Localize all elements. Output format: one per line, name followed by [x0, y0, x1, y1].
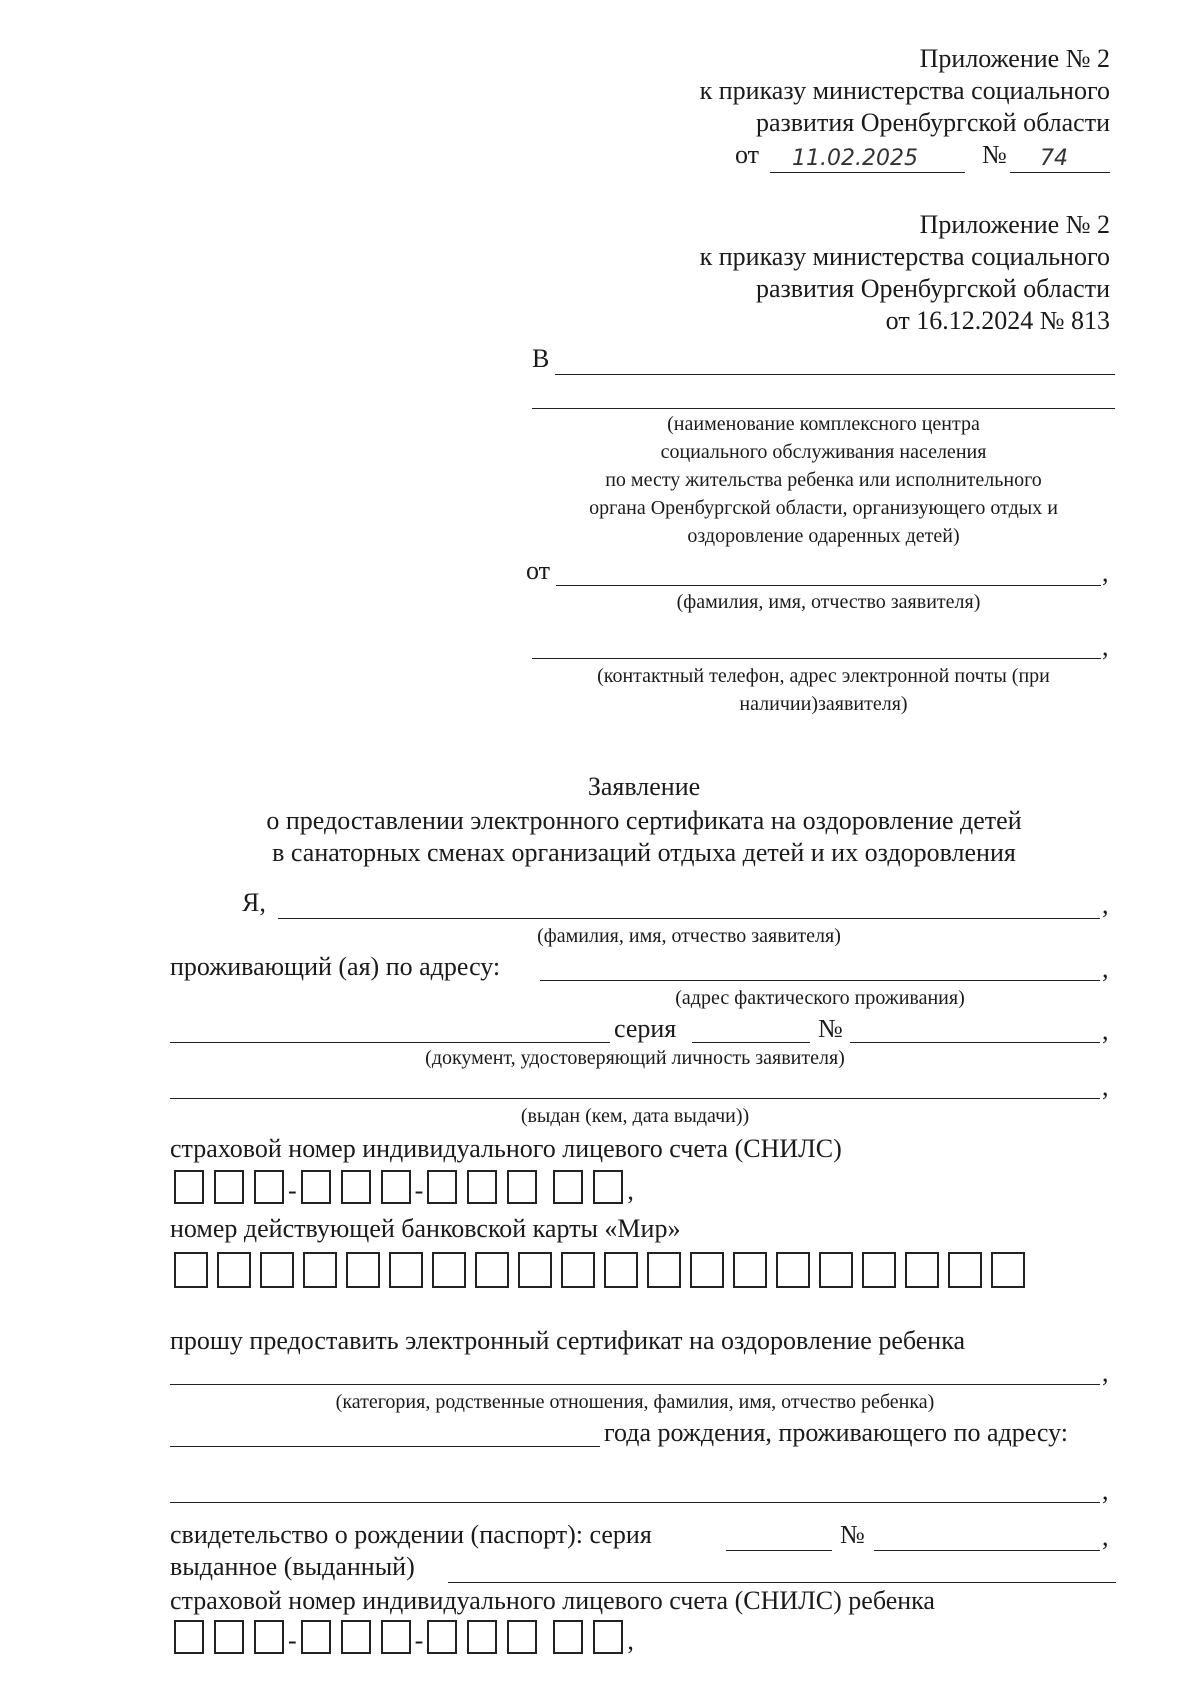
contact-hint-2: наличии)заявителя) [739, 693, 908, 715]
snils-digit-box[interactable] [254, 1170, 284, 1204]
comma: , [1102, 954, 1109, 983]
card-number-boxes [174, 1252, 1034, 1288]
residing-label: проживающий (ая) по адресу: [170, 952, 501, 981]
snils-digit-box[interactable] [593, 1170, 623, 1204]
fio-hint: (фамилия, имя, отчество заявителя) [537, 925, 841, 947]
card-digit-box[interactable] [432, 1252, 466, 1288]
appendix-order-line-2: к приказу министерства социального [699, 242, 1110, 271]
separator-dash: - [414, 1176, 424, 1205]
card-digit-box[interactable] [303, 1252, 337, 1288]
child-snils-boxes [174, 1620, 634, 1654]
i-label: Я, [242, 888, 266, 917]
center-hint-4: органа Оренбургской области, организующего отдых и [589, 497, 1058, 519]
contact-field[interactable] [532, 658, 1101, 659]
birth-year-label: года рождения, проживающего по адресу: [604, 1418, 1068, 1447]
request-label: прошу предоставить электронный сертификат на оздоровление ребенка [170, 1326, 965, 1355]
addressee-to-label: В [532, 344, 550, 373]
card-digit-box[interactable] [604, 1252, 638, 1288]
birth-cert-label: свидетельство о рождении (паспорт): серия [170, 1520, 652, 1549]
child-info-field[interactable] [170, 1384, 1100, 1385]
snils-digit-box[interactable] [174, 1170, 204, 1204]
child-snils-digit-box[interactable] [301, 1620, 331, 1654]
snils-digit-box[interactable] [427, 1170, 457, 1204]
child-snils-digit-box[interactable] [341, 1620, 371, 1654]
snils-boxes [174, 1170, 634, 1204]
address-hint: (адрес фактического проживания) [675, 987, 965, 1009]
child-address-field[interactable] [170, 1502, 1100, 1503]
birth-cert-issued-field[interactable] [448, 1582, 1116, 1583]
card-digit-box[interactable] [776, 1252, 810, 1288]
applicant-name-hint: (фамилия, имя, отчество заявителя) [676, 591, 981, 613]
birth-cert-number-field[interactable] [874, 1550, 1100, 1551]
child-birth-year-field[interactable] [170, 1446, 600, 1447]
snils-digit-box[interactable] [341, 1170, 371, 1204]
appendix-title-2: Приложение № 2 [919, 210, 1110, 239]
contact-hint-1: (контактный телефон, адрес электронной почты (при [597, 665, 1050, 687]
handwritten-order-number: 74 [1040, 146, 1068, 171]
id-document-field[interactable] [170, 1042, 610, 1043]
center-hint-1: (наименование комплексного центра [667, 413, 980, 435]
addressee-field-2[interactable] [532, 408, 1115, 409]
comma: , [627, 1176, 634, 1205]
child-snils-digit-box[interactable] [553, 1620, 583, 1654]
comma: , [1102, 1016, 1109, 1045]
card-digit-box[interactable] [905, 1252, 939, 1288]
comma: , [1102, 1072, 1109, 1101]
applicant-from-label: от [526, 556, 551, 585]
child-snils-digit-box[interactable] [507, 1620, 537, 1654]
appendix-ministry-line-2: развития Оренбургской области [755, 274, 1110, 303]
card-digit-box[interactable] [948, 1252, 982, 1288]
appendix-title: Приложение № 2 [919, 44, 1110, 73]
card-digit-box[interactable] [174, 1252, 208, 1288]
card-digit-box[interactable] [475, 1252, 509, 1288]
id-number-label: № [818, 1014, 843, 1043]
child-snils-label: страховой номер индивидуального лицевого счета (СНИЛС) ребенка [170, 1586, 935, 1615]
comma: , [1102, 632, 1109, 661]
id-issued-hint: (выдан (кем, дата выдачи)) [520, 1105, 750, 1127]
appendix-order-line: к приказу министерства социального [699, 76, 1110, 105]
center-hint-2: социального обслуживания населения [660, 441, 987, 463]
card-digit-box[interactable] [217, 1252, 251, 1288]
snils-digit-box[interactable] [214, 1170, 244, 1204]
original-order-reference: от 16.12.2024 № 813 [885, 306, 1110, 335]
child-info-hint: (категория, родственные отношения, фамилия, имя, отчество ребенка) [335, 1391, 935, 1413]
child-snils-digit-box[interactable] [254, 1620, 284, 1654]
child-snils-digit-box[interactable] [467, 1620, 497, 1654]
card-digit-box[interactable] [346, 1252, 380, 1288]
child-snils-digit-box[interactable] [381, 1620, 411, 1654]
separator-dash: - [288, 1626, 297, 1655]
address-field[interactable] [540, 980, 1100, 981]
document-heading: Заявление [587, 772, 701, 801]
id-series-field[interactable] [692, 1042, 810, 1043]
center-hint-5: оздоровление одаренных детей) [687, 525, 960, 547]
series-label: серия [614, 1014, 677, 1043]
order-number-label: № [982, 140, 1007, 169]
separator-dash: - [414, 1626, 424, 1655]
card-digit-box[interactable] [819, 1252, 853, 1288]
snils-digit-box[interactable] [467, 1170, 497, 1204]
snils-digit-box[interactable] [553, 1170, 583, 1204]
document-subject-line-2: в санаторных сменах организаций отдыха детей и их оздоровления [272, 838, 1016, 867]
id-number-field[interactable] [850, 1042, 1100, 1043]
child-snils-digit-box[interactable] [427, 1620, 457, 1654]
card-digit-box[interactable] [518, 1252, 552, 1288]
birth-cert-number-label: № [840, 1520, 865, 1549]
birth-cert-series-field[interactable] [726, 1550, 832, 1551]
snils-digit-box[interactable] [301, 1170, 331, 1204]
card-digit-box[interactable] [733, 1252, 767, 1288]
comma: , [1102, 1522, 1109, 1551]
id-issued-field[interactable] [170, 1098, 1100, 1099]
issued-label: выданное (выданный) [170, 1552, 415, 1581]
handwritten-order-date: 11.02.2025 [792, 146, 918, 171]
comma: , [1102, 890, 1109, 919]
card-digit-box[interactable] [647, 1252, 681, 1288]
snils-digit-box[interactable] [381, 1170, 411, 1204]
applicant-fio-field[interactable] [278, 918, 1100, 919]
center-hint-3: по месту жительства ребенка или исполнительного [605, 469, 1042, 491]
order-date-label: от [735, 140, 760, 169]
snils-label: страховой номер индивидуального лицевого счета (СНИЛС) [170, 1134, 842, 1163]
order-number-field[interactable] [1010, 172, 1110, 173]
child-snils-digit-box[interactable] [593, 1620, 623, 1654]
child-snils-digit-box[interactable] [214, 1620, 244, 1654]
comma: , [627, 1626, 634, 1655]
comma: , [1102, 1476, 1109, 1505]
card-digit-box[interactable] [561, 1252, 595, 1288]
card-digit-box[interactable] [690, 1252, 724, 1288]
comma: , [1102, 558, 1109, 587]
child-snils-digit-box[interactable] [174, 1620, 204, 1654]
card-digit-box[interactable] [389, 1252, 423, 1288]
card-label: номер действующей банковской карты «Мир» [170, 1214, 681, 1243]
id-document-hint: (документ, удостоверяющий личность заявителя) [425, 1047, 845, 1069]
document-subject-line-1: о предоставлении электронного сертификата на оздоровление детей [266, 806, 1022, 835]
separator-dash: - [288, 1176, 297, 1205]
addressee-field-1[interactable] [555, 374, 1115, 375]
applicant-name-field[interactable] [556, 585, 1101, 586]
comma: , [1102, 1358, 1109, 1387]
card-digit-box[interactable] [260, 1252, 294, 1288]
order-date-field[interactable] [770, 172, 965, 173]
snils-digit-box[interactable] [507, 1170, 537, 1204]
appendix-ministry-line: развития Оренбургской области [755, 108, 1110, 137]
card-digit-box[interactable] [991, 1252, 1025, 1288]
card-digit-box[interactable] [862, 1252, 896, 1288]
